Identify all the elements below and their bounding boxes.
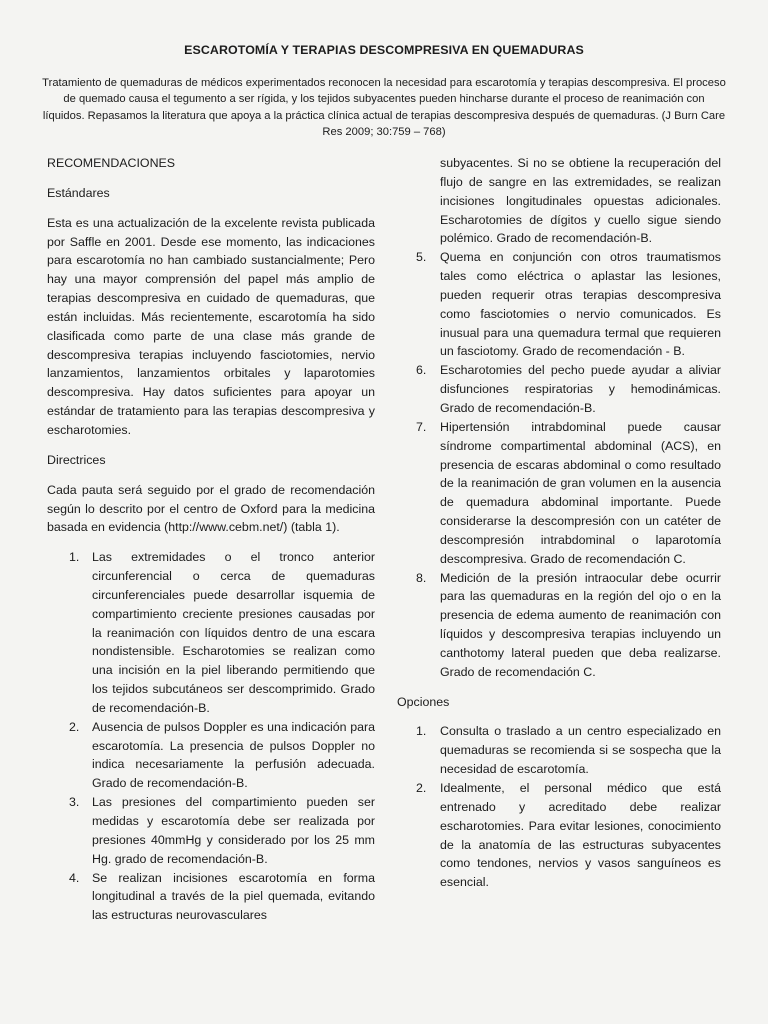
list-item [47, 548, 375, 718]
standards-heading: Estándares [47, 185, 110, 200]
document-title: ESCAROTOMÍA Y TERAPIAS DESCOMPRESIVA EN QUEMADURAS [184, 43, 584, 57]
list-item [397, 248, 721, 361]
list-item-text: Hipertensión intrabdominal puede causar síndrome compartimental abdominal (ACS), en presencia de escaras abdominal o como resultado de la reanimación de gran volumen en la ausencia de quemadura abdominal importante. Puede considerarse la descompresión con un catéter de descompresión intrabdominal o laparotomía descompresiva. Grado de recomendación C. [440, 419, 721, 566]
list-item [47, 793, 375, 868]
list-item-text: Medición de la presión intraocular debe ocurrir para las quemaduras en la región del ojo o en la presencia de edema aumento de reanimación con líquidos y descompresiva terapias incluyendo un canthotomy lateral pueden que deba realizarse. Grado de recomendación C. [440, 570, 721, 679]
abstract: Tratamiento de quemaduras de médicos experimentados reconocen la necesidad para escarotomía y terapias descompresiva. El proceso de quemado causa el tegumento a ser rígida, y los tejidos subyacentes pueden hincharse durante el proceso de reanimación con líquidos. Repasamos la literatura que apoya a la práctica clínica actual de terapias descompresiva después de quemaduras. (J Burn Care Res 2009; 30:759 – 768) [42, 77, 726, 139]
left-column [47, 154, 375, 936]
list-number: 8. [416, 570, 427, 585]
guidelines-paragraph: Cada pauta será seguido por el grado de recomendación según lo descrito por el centro de Oxford para la medicina basada en evidencia (http://www.cebm.net/) (tabla 1). [47, 482, 375, 535]
list-item-continuation: subyacentes. Si no se obtiene la recuperación del flujo de sangre en las extremidades, se realizan incisiones longitudinales opuestas adicionales. Escharotomies de dígitos y cuello sigue siendo polémico. Grado de recomendación-B. [440, 156, 721, 246]
guidelines-list-continued [397, 248, 721, 681]
list-item [397, 722, 721, 779]
list-number: 4. [69, 870, 80, 885]
standards-paragraph: Esta es una actualización de la excelente revista publicada por Saffle en 2001. Desde ese momento, las indicaciones para escarotomía no han cambiado sustancialmente; Pero hay una mayor comprensión del papel más amplio de terapias descompresiva en cuidado de quemaduras, que están incluidas. Más recientemente, escarotomía ha sido clasificada como parte de una clase más grande de descompresiva terapias incluyendo fasciotomies, nervio lanzamientos, lanzamientos orbitales y laparotomies descompresiva. Hay datos suficientes para apoyar un estándar de tratamiento para las terapias descompresiva y escharotomies. [47, 215, 375, 437]
list-number: 1. [69, 550, 80, 565]
list-item [397, 418, 721, 569]
list-item [47, 718, 375, 793]
list-item-text: Idealmente, el personal médico que está entrenado y acreditado debe realizar escharotomies. Para evitar lesiones, conocimiento de la anatomía de las estructuras subyacentes como tendones, nervios y vasos sanguíneos es esencial. [440, 781, 721, 890]
options-heading: Opciones [397, 694, 450, 709]
list-item-text: Quema en conjunción con otros traumatismos tales como eléctrica o aplastar las lesiones, pueden requerir otras terapias descompresiva como fasciotomies o nervio comunicados. Es inusual para una quemadura termal que requieren un fasciotomy. Grado de recomendación - B. [440, 250, 721, 359]
list-number: 1. [416, 724, 427, 739]
list-number: 5. [416, 250, 427, 265]
list-item-text: Las extremidades o el tronco anterior circunferencial o cerca de quemaduras circunferenciales puede desarrollar isquemia de compartimiento creciente presiones causadas por la reanimación con líquidos dentro de una escara nondistensible. Escharotomies se realizan como una incisión en la piel liberando permitiendo que los tejidos subcutáneos ser descomprimido. Grado de recomendación-B. [92, 550, 375, 715]
list-item [397, 569, 721, 682]
list-item-text: Escharotomies del pecho puede ayudar a aliviar disfunciones respiratorias y hemodinámicas. Grado de recomendación-B. [440, 363, 721, 415]
list-number: 7. [416, 419, 427, 434]
options-list [397, 722, 721, 892]
list-number: 3. [69, 795, 80, 810]
right-column [397, 154, 721, 903]
list-number: 6. [416, 363, 427, 378]
list-item [397, 779, 721, 892]
list-item-text: Ausencia de pulsos Doppler es una indicación para escarotomía. La presencia de pulsos Doppler no indica necesariamente la perfusión adecuada. Grado de recomendación-B. [92, 719, 375, 791]
list-item-text: Consulta o traslado a un centro especializado en quemaduras se recomienda si se sospecha que la necesidad de escarotomía. [440, 724, 721, 777]
guidelines-list [47, 548, 375, 925]
list-item [47, 869, 375, 926]
list-item-text: Se realizan incisiones escarotomía en forma longitudinal a través de la piel quemada, evitando las estructuras neurovasculares [92, 870, 375, 923]
list-item [397, 361, 721, 418]
list-number: 2. [416, 781, 427, 795]
section-heading: RECOMENDACIONES [47, 156, 176, 170]
list-number: 2. [69, 719, 80, 734]
guidelines-heading: Directrices [47, 452, 106, 467]
list-item-text: Las presiones del compartimiento pueden ser medidas y escarotomía debe ser realizada por presiones 40mmHg y considerado por los 25 mm Hg. grado de recomendación-B. [92, 795, 375, 866]
